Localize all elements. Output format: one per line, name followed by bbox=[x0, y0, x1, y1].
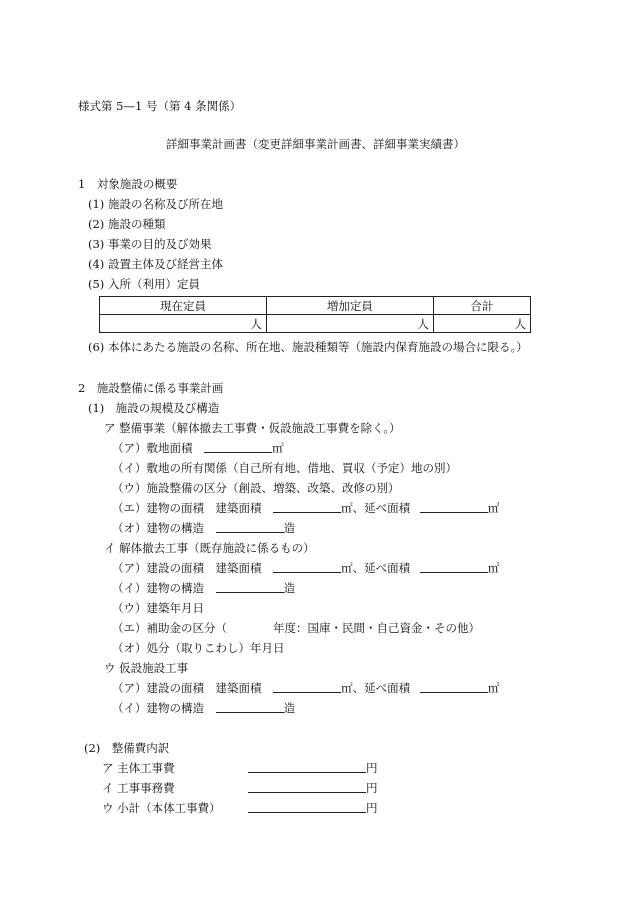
cell-current[interactable] bbox=[100, 315, 267, 333]
a-item-1 bbox=[112, 440, 284, 456]
main-works-cost-field[interactable] bbox=[248, 760, 366, 773]
s1-item-2: (2) 施設の種類 bbox=[88, 217, 166, 231]
capacity-table bbox=[99, 296, 531, 333]
b-item-4-label: （エ）補助金の区分（ bbox=[112, 621, 227, 635]
b-item-3: （ウ）建築年月日 bbox=[112, 601, 204, 615]
a-building-area-field[interactable] bbox=[273, 500, 341, 513]
b-item-1-label: （ア）建設の面積 建築面積 bbox=[112, 561, 262, 575]
s1-item-5: (5) 入所（利用）定員 bbox=[88, 277, 200, 291]
form-number: 様式第 5—1 号（第 4 条関係） bbox=[78, 99, 242, 113]
b-label: イ 解体撤去工事（既存施設に係るもの） bbox=[104, 541, 315, 555]
cost-row-1 bbox=[102, 760, 378, 776]
unit-yen: 円 bbox=[366, 761, 378, 775]
c-item-1 bbox=[112, 680, 499, 696]
cost-label-3: ウ 小計（本体工事費） bbox=[102, 801, 221, 815]
cell-increase[interactable] bbox=[266, 315, 433, 333]
unit-structure: 造 bbox=[283, 521, 296, 535]
unit-sqm: ㎡ bbox=[487, 561, 500, 575]
s1-item-1: (1) 施設の名称及び所在地 bbox=[88, 197, 223, 211]
unit-sqm: ㎡ bbox=[487, 681, 500, 695]
c-item-1-label: （ア）建設の面積 建築面積 bbox=[112, 681, 262, 695]
c-structure-field[interactable] bbox=[216, 700, 284, 713]
c-item-2 bbox=[112, 700, 295, 716]
site-area-field[interactable] bbox=[204, 440, 272, 453]
a-item-1-label: （ア）敷地面積 bbox=[112, 441, 193, 455]
section-2-heading: 2 施設整備に係る事業計画 bbox=[78, 381, 224, 395]
a-item-4-label: （エ）建物の面積 建築面積 bbox=[112, 501, 262, 515]
unit-sqm: ㎡ bbox=[272, 441, 284, 455]
unit-sqm-total: ㎡、延べ面積 bbox=[341, 681, 411, 695]
c-item-2-label: （イ）建物の構造 bbox=[112, 701, 204, 715]
unit-yen: 円 bbox=[366, 801, 378, 815]
cost-label-1: ア 主体工事費 bbox=[102, 761, 175, 775]
a-item-5 bbox=[112, 520, 295, 536]
b-item-4 bbox=[112, 620, 480, 636]
header-increase: 増加定員 bbox=[266, 297, 433, 315]
a-item-2: （イ）敷地の所有関係（自己所有地、借地、買収（予定）地の別） bbox=[112, 461, 457, 475]
unit-person: 人 bbox=[250, 316, 262, 331]
unit-person: 人 bbox=[417, 316, 429, 331]
unit-person: 人 bbox=[514, 316, 526, 331]
section-1-heading: 1 対象施設の概要 bbox=[78, 177, 178, 191]
header-total: 合計 bbox=[433, 297, 530, 315]
unit-sqm-total: ㎡、延べ面積 bbox=[341, 501, 411, 515]
s2-sub-2: (2) 整備費内訳 bbox=[84, 741, 170, 755]
b-item-5: （オ）処分（取りこわし）年月日 bbox=[112, 641, 285, 655]
cost-row-2 bbox=[102, 780, 378, 796]
s2-sub-1: (1) 施設の規模及び構造 bbox=[88, 401, 220, 415]
cost-row-3 bbox=[102, 800, 378, 816]
b-building-area-field[interactable] bbox=[273, 560, 341, 573]
s1-item-6: (6) 本体にあたる施設の名称、所在地、施設種類等（施設内保育施設の場合に限る。） bbox=[88, 340, 528, 354]
a-label: ア 整備事業（解体撤去工事費・仮設施設工事費を除く。） bbox=[104, 421, 401, 435]
c-label: ウ 仮設施設工事 bbox=[104, 661, 189, 675]
document-title: 詳細事業計画書（変更詳細事業計画書、詳細事業実績書） bbox=[166, 137, 465, 151]
c-floor-area-field[interactable] bbox=[420, 680, 488, 693]
unit-structure: 造 bbox=[283, 581, 296, 595]
a-item-4 bbox=[112, 500, 499, 516]
b-structure-field[interactable] bbox=[216, 580, 284, 593]
b-item-1 bbox=[112, 560, 499, 576]
unit-yen: 円 bbox=[366, 781, 378, 795]
subtotal-cost-field[interactable] bbox=[248, 800, 366, 813]
unit-sqm: ㎡ bbox=[487, 501, 500, 515]
admin-cost-field[interactable] bbox=[248, 780, 366, 793]
a-item-3: （ウ）施設整備の区分（創設、増築、改築、改修の別） bbox=[112, 481, 400, 495]
b-item-4-options: 年度：国庫・民間・自己資金・その他） bbox=[273, 621, 480, 635]
header-current: 現在定員 bbox=[100, 297, 267, 315]
b-item-2 bbox=[112, 580, 295, 596]
cell-total[interactable] bbox=[433, 315, 530, 333]
b-floor-area-field[interactable] bbox=[420, 560, 488, 573]
a-floor-area-field[interactable] bbox=[420, 500, 488, 513]
b-item-2-label: （イ）建物の構造 bbox=[112, 581, 204, 595]
a-structure-field[interactable] bbox=[216, 520, 284, 533]
c-building-area-field[interactable] bbox=[273, 680, 341, 693]
cost-label-2: イ 工事事務費 bbox=[102, 781, 175, 795]
s1-item-4: (4) 設置主体及び経営主体 bbox=[88, 257, 223, 271]
a-item-5-label: （オ）建物の構造 bbox=[112, 521, 204, 535]
unit-sqm-total: ㎡、延べ面積 bbox=[341, 561, 411, 575]
unit-structure: 造 bbox=[283, 701, 296, 715]
s1-item-3: (3) 事業の目的及び効果 bbox=[88, 237, 212, 251]
